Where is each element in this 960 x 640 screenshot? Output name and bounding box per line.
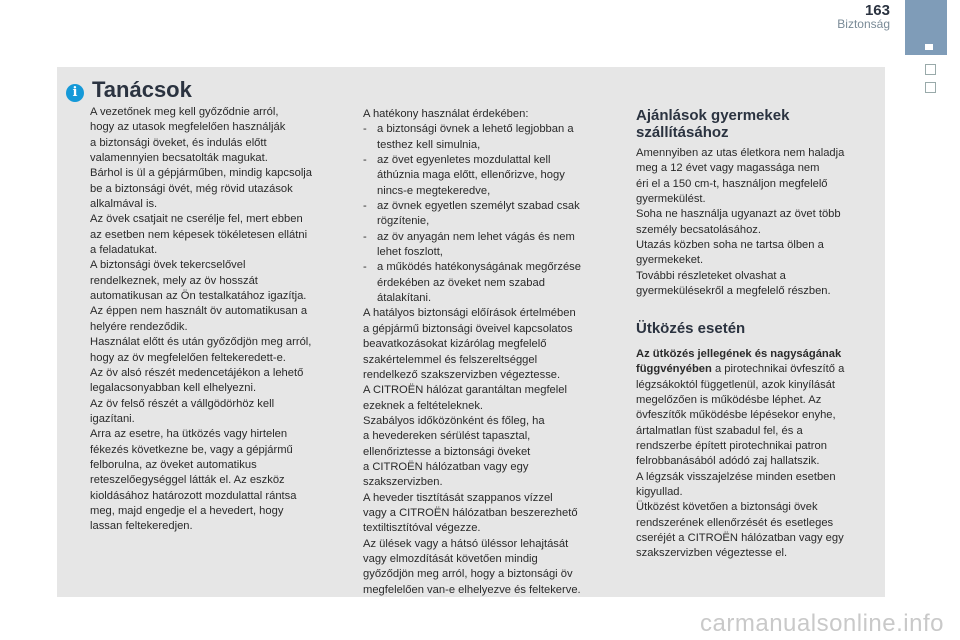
text-line: cseréjét a CITROËN hálózatban vagy egy xyxy=(636,532,844,545)
text-line: alkalmával is. xyxy=(90,198,158,211)
text-line: Szabályos időközönként és főleg, ha xyxy=(363,414,545,427)
text-line: testhez kell simulnia, xyxy=(377,138,481,151)
text-line: gyermekeket. xyxy=(636,254,704,267)
text-line: A hatályos biztonsági előírások értelmében xyxy=(363,307,576,320)
text-line: A hatékony használat érdekében: xyxy=(363,108,529,120)
text-line: A légzsák visszajelzése minden esetben xyxy=(636,470,836,483)
bold-text: függvényében xyxy=(636,363,712,376)
list-item xyxy=(363,122,615,153)
text-line: A heveder tisztítását szappanos vízzel xyxy=(363,491,553,504)
dash-bullet: - xyxy=(363,261,367,274)
text-line: gyermekülést. xyxy=(636,193,706,206)
text-line: Arra az esetre, ha ütközés vagy hirtelen xyxy=(90,428,288,441)
text-line: övfeszítők működésbe lépésekor enyhe, xyxy=(636,409,836,422)
section-title: Biztonság xyxy=(837,17,890,31)
text-line: áthúznia maga előtt, ellenőrizve, hogy xyxy=(377,169,565,182)
text-line: fékezés következne be, vagy a gépjármű xyxy=(90,443,293,456)
list-item xyxy=(363,260,615,306)
text-line: legalacsonyabban kell elhelyezni. xyxy=(90,382,257,395)
text-line: szakszervizben végeztesse el. xyxy=(636,547,788,560)
text-line: átalakítani. xyxy=(377,292,432,305)
list-item xyxy=(363,230,615,261)
text-line: felrobbanásából adódó zaj hallatszik. xyxy=(636,455,820,468)
text-line: gyermekülésekről a megfelelő részben. xyxy=(636,285,831,298)
chapter-tab-marker xyxy=(925,44,933,50)
text-line: Az öv felső részét a vállgödörhöz kell xyxy=(90,397,275,410)
dash-bullet: - xyxy=(363,200,367,213)
text-line: További részleteket olvashat a xyxy=(636,269,786,282)
text-line: A vezetőnek meg kell győződnie arról, xyxy=(90,106,279,118)
heading-children xyxy=(636,107,789,141)
text-line: kioldásához határozott mozdulattal rántsa xyxy=(90,489,297,502)
text-line: meg a 12 évet vagy magassága nem xyxy=(636,162,820,175)
text-line: helyére rendeződik. xyxy=(90,320,188,333)
text-line: rendelkeznek, mely az öv hosszát xyxy=(90,274,258,287)
text-line: Bárhol is ül a gépjárműben, mindig kapcsolja xyxy=(90,167,313,180)
text-line: megelőzően is működésbe léphet. Az xyxy=(636,394,822,407)
text-line: Használat előtt és után győződjön meg arról, xyxy=(90,336,312,349)
text-line: vagy a CITROËN hálózatban beszerezhető xyxy=(363,506,578,519)
page-box-2 xyxy=(925,82,936,93)
dash-bullet: - xyxy=(363,154,367,167)
text-line: a működés hatékonyságának megőrzése xyxy=(377,261,581,274)
collision-paragraph xyxy=(636,347,872,562)
text-line: rendszerének ellenőrzését és esetleges xyxy=(636,516,834,529)
text: a pirotechnikai övfeszítő a xyxy=(711,363,845,376)
text-line: igazítani. xyxy=(90,412,135,425)
watermark: carmanualsonline.info xyxy=(700,610,944,637)
text-line: felborulna, az öveket automatikus xyxy=(90,458,257,471)
info-icon: i xyxy=(66,84,84,102)
dash-bullet: - xyxy=(363,123,367,136)
bold-text-line: Az ütközés jellegének és nagyságának xyxy=(636,348,842,360)
text-line: ellenőriztesse a biztonsági öveket xyxy=(363,445,531,458)
panel-title: Tanácsok xyxy=(92,77,192,102)
text-line: Az öv alsó részét medencetájékon a lehető xyxy=(90,366,304,379)
text-line: Soha ne használja ugyanazt az övet több xyxy=(636,208,841,221)
text-line: Amennyiben az utas életkora nem haladja xyxy=(636,147,845,159)
text-line: ezeknek a feltételeknek. xyxy=(363,399,484,412)
text-line: hogy az öv megfelelően feltekeredett-e. xyxy=(90,351,286,364)
text-line: az öv anyagán nem lehet vágás és nem xyxy=(377,230,575,243)
text-line: reteszelőegységgel látták el. Az eszköz xyxy=(90,474,285,487)
column-1 xyxy=(90,105,352,535)
text-line: légzsákoktól függetlenül, azok kinyílását xyxy=(636,378,836,391)
text-line: rendelkező szakszervizben végeztesse. xyxy=(363,368,561,381)
list-item xyxy=(363,199,615,230)
text-line: megfelelően van-e elhelyezve és feltekerve. xyxy=(363,583,581,596)
text-line: nincs-e megtekeredve, xyxy=(377,184,491,197)
text-line: be a biztonsági övét, még rövid utazások xyxy=(90,182,293,195)
text-line: a biztonsági öveket, és indulás előtt xyxy=(90,136,267,149)
text-line: szakszervizben. xyxy=(363,476,443,489)
text-line: győződjön meg arról, hogy a biztonsági öv xyxy=(363,568,573,581)
text-line: Az ülések vagy a hátsó üléssor lehajtását xyxy=(363,537,569,550)
text-line: szakértelemmel és felszereltséggel xyxy=(363,353,538,366)
list-item xyxy=(363,153,615,199)
text-line: személy becsatolásához. xyxy=(636,223,761,236)
heading-line: szállításához xyxy=(636,124,729,141)
page-number: 163 xyxy=(864,2,890,19)
text-line: az esetben nem képesek tökéletesen ellátni xyxy=(90,228,308,241)
text-line: a feladatukat. xyxy=(90,244,158,257)
dash-bullet: - xyxy=(363,230,367,243)
text-line: éri el a 150 cm-t, használjon megfelelő xyxy=(636,177,828,190)
heading-collision: Ütközés esetén xyxy=(636,320,746,337)
text-line: rögzítenie, xyxy=(377,215,430,228)
text-line: Az éppen nem használt öv automatikusan a xyxy=(90,305,308,318)
text-line: hogy az utasok megfelelően használják xyxy=(90,121,286,134)
text-line: ártalmatlan füst szabadul fel, és a xyxy=(636,424,803,437)
text-line: vagy elmozdítását követően mindig xyxy=(363,552,538,565)
text-line: meg, majd engedje el a hevedert, hogy xyxy=(90,504,284,517)
text-line: a CITROËN hálózatban vagy egy xyxy=(363,460,529,473)
text-line: beavatkozásokat kizárólag megfelelő xyxy=(363,338,547,351)
text-line: a hevedereken sérülést tapasztal, xyxy=(363,430,531,443)
text-line: rendszerbe épített pirotechnikai patron xyxy=(636,440,827,453)
text-line: lassan feltekeredjen. xyxy=(90,520,193,533)
page-box-1 xyxy=(925,64,936,75)
text-line: Az övek csatjait ne cserélje fel, mert ebben xyxy=(90,213,303,226)
text-line: kigyullad. xyxy=(636,486,683,499)
column-2 xyxy=(363,107,615,598)
text-line: A CITROËN hálózat garantáltan megfelel xyxy=(363,384,567,397)
text-line: lehet foszlott, xyxy=(377,246,443,259)
children-paragraph xyxy=(636,146,872,299)
text-line: automatikusan az Ön testalkatához igazítja. xyxy=(90,290,307,303)
text-line: valamennyien becsatolták magukat. xyxy=(90,152,268,165)
text-line: az övet egyenletes mozdulattal kell xyxy=(377,154,551,167)
text-line: érdekében az öveket nem szabad xyxy=(377,276,545,289)
text-line: az övnek egyetlen személyt szabad csak xyxy=(377,200,580,213)
text-line: A biztonsági övek tekercselővel xyxy=(90,259,246,272)
heading-line: Ajánlások gyermekek xyxy=(636,107,790,124)
text-line: a biztonsági övnek a lehető legjobban a xyxy=(377,123,574,136)
text-line: textiltisztítóval végezze. xyxy=(363,522,481,535)
text-line: Ütközést követően a biztonsági övek xyxy=(636,501,818,514)
text-line: Utazás közben soha ne tartsa ölben a xyxy=(636,239,824,252)
text-line: a gépjármű biztonsági öveivel kapcsolatos xyxy=(363,322,573,335)
